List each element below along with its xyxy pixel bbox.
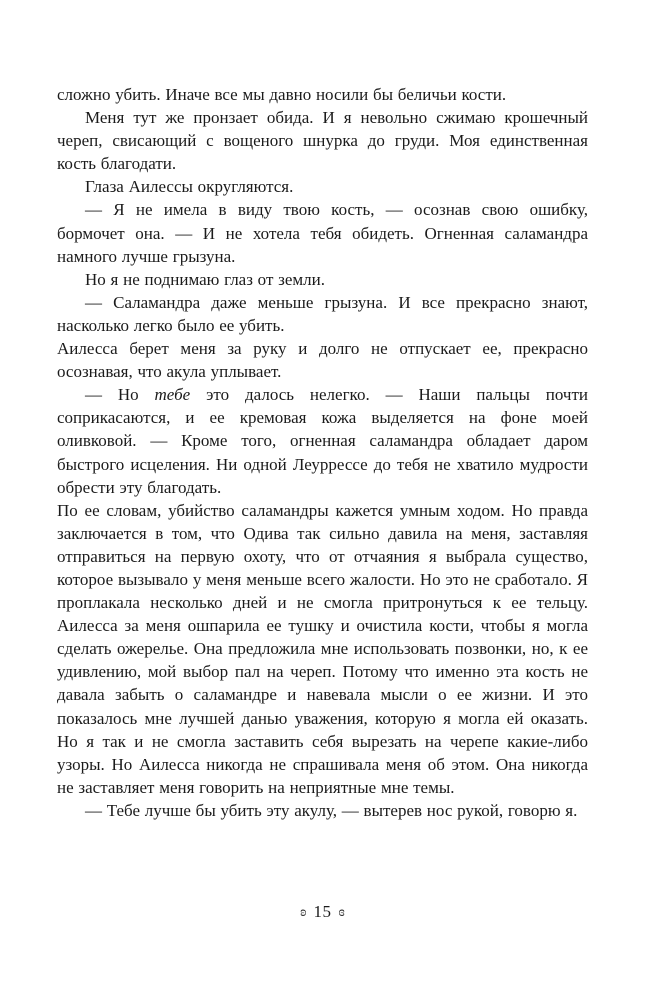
text-segment: Меня тут же пронзает обида. И я невольно сжимаю крошечный череп, свисающий с вощеного шнурка до груди. Моя единственная кость благодати. (57, 108, 588, 174)
text-segment: — Саламандра даже меньше грызуна. И все прекрасно знают, насколько легко было ее убить. (57, 292, 588, 335)
ornament-left-icon: ʚ (300, 905, 307, 920)
paragraph (57, 268, 588, 291)
text-segment: — Тебе лучше бы убить эту акулу, — вытерев нос рукой, говорю я. (85, 800, 578, 820)
emphasized-text: тебе (154, 385, 191, 405)
text-segment: — Но (85, 385, 155, 405)
paragraph (57, 291, 588, 337)
paragraph (57, 337, 588, 383)
text-segment: Но я не поднимаю глаз от земли. (85, 269, 325, 289)
text-segment: сложно убить. Иначе все мы давно носили бы беличьи кости. (57, 85, 507, 104)
text-segment: это далось нелегко. — Наши пальцы почти соприкасаются, и ее кремовая кожа выделяется на фоне моей оливковой. — Кроме того, огненная саламандра обладает даром быстрого исцеления. Ни одной Леуррессе до тебя не хватило мудрости обрести эту благодать. (57, 385, 588, 497)
page-number: 15 (313, 902, 332, 921)
text-segment: — Я не имела в виду твою кость, — осознав свою ошибку, бормочет она. — И не хотела тебя обидеть. Огненная саламандра намного лучше грызуна. (57, 200, 588, 266)
text-segment: По ее словам, убийство саламандры кажется умным ходом. Но правда заключается в том, что Одива так сильно давила на меня, заставляя отправиться на первую охоту, что от отчаяния я выбрала существо, которое вызывало у меня меньше всего жалости. Но это не сработало. Я проплакала несколько дней и не смогла притронуться к ее тельцу. Аилесса за меня ошпарила ее тушку и очистила кости, чтобы я могла сделать ожерелье. Она предложила мне использовать позвонки, но, к ее удивлению, мой выбор пал на череп. Потому что именно эта кость не давала забыть о саламандре и навевала мысли о ее жизни. И это показалось мне лучшей данью уважения, которую я могла ей оказать. Но я так и не смогла заставить себя вырезать на черепе какие-либо узоры. Но Аилесса никогда не спрашивала меня об этом. Она никогда не заставляет меня говорить на неприятные мне темы. (57, 500, 588, 797)
paragraph (57, 499, 588, 799)
page-footer (0, 902, 645, 922)
paragraph (57, 83, 588, 106)
paragraph (57, 175, 588, 198)
text-segment: Глаза Аилессы округляются. (85, 177, 294, 197)
ornament-right-icon: ɞ (338, 905, 345, 920)
paragraph (57, 383, 588, 498)
text-block (57, 83, 588, 822)
paragraph (57, 106, 588, 175)
paragraph (57, 799, 588, 822)
paragraph (57, 198, 588, 267)
text-segment: Аилесса берет меня за руку и долго не отпускает ее, прекрасно осознавая, что акула уплывает. (57, 339, 588, 382)
